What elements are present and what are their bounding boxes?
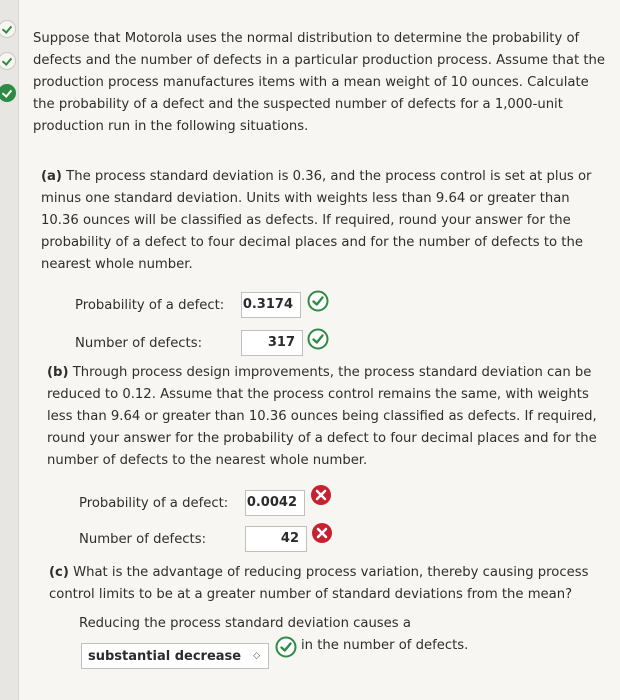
- correct-check-icon: [307, 290, 329, 312]
- part-c-dropdown[interactable]: [81, 643, 269, 669]
- part-c-dropdown-value: substantial decrease: [88, 649, 242, 664]
- part-a: [41, 166, 601, 276]
- part-c-label: (c): [49, 565, 69, 580]
- part-a-prob-label: Probability of a defect:: [75, 298, 225, 313]
- part-b-defects-input[interactable]: 42: [245, 526, 307, 552]
- part-b-defects-label: Number of defects:: [79, 532, 207, 547]
- incorrect-x-icon: [311, 522, 333, 544]
- part-a-text: The process standard deviation is 0.36, and the process control is set at plus or minus one standard deviation. Units with weights less than 9.64 or greater than 10.36 ounces will be classified as defects. If required, round your answer for the probability of a defect to four decimal places and for the number of defects to the nearest whole number.: [41, 169, 592, 272]
- updown-chevron-icon: ◇: [253, 651, 260, 661]
- part-a-defects-input[interactable]: 317: [241, 330, 303, 356]
- part-a-label: (a): [41, 169, 62, 184]
- question-status-icon[interactable]: [0, 20, 16, 38]
- part-c-suffix: in the number of defects.: [301, 638, 469, 653]
- part-c: [49, 562, 601, 606]
- incorrect-x-icon: [310, 484, 332, 506]
- part-b-text: Through process design improvements, the process standard deviation can be reduced to 0.12. Assume that the process control remains the same, with weights less than 9.64 or greater than 10.36 ounces being classified as defects. If required, round your answer for the probability of a defect to four decimal places and for the number of defects to the nearest whole number.: [47, 365, 597, 468]
- question-card: [18, 0, 620, 700]
- part-c-prompt: Reducing the process standard deviation causes a: [79, 616, 411, 631]
- correct-check-icon: [307, 328, 329, 350]
- part-b: [47, 362, 603, 472]
- part-a-prob-input[interactable]: 0.3174: [241, 292, 301, 318]
- part-c-text: What is the advantage of reducing process variation, thereby causing process control limits to be at a greater number of standard deviations from the mean?: [49, 565, 589, 602]
- question-intro: Suppose that Motorola uses the normal distribution to determine the probability of defects and the number of defects in a particular production process. Assume that the production process manufactures items with a mean weight of 10 ounces. Calculate the probability of a defect and the suspected number of defects for a 1,000-unit production run in the following situations.: [33, 31, 605, 134]
- part-b-prob-label: Probability of a defect:: [79, 496, 229, 511]
- question-nav-rail: [0, 0, 18, 700]
- part-a-defects-label: Number of defects:: [75, 336, 203, 351]
- correct-check-icon: [275, 636, 297, 658]
- question-status-icon[interactable]: [0, 52, 16, 70]
- part-b-label: (b): [47, 365, 69, 380]
- part-b-prob-input[interactable]: 0.0042: [245, 490, 305, 516]
- question-status-icon[interactable]: [0, 84, 16, 102]
